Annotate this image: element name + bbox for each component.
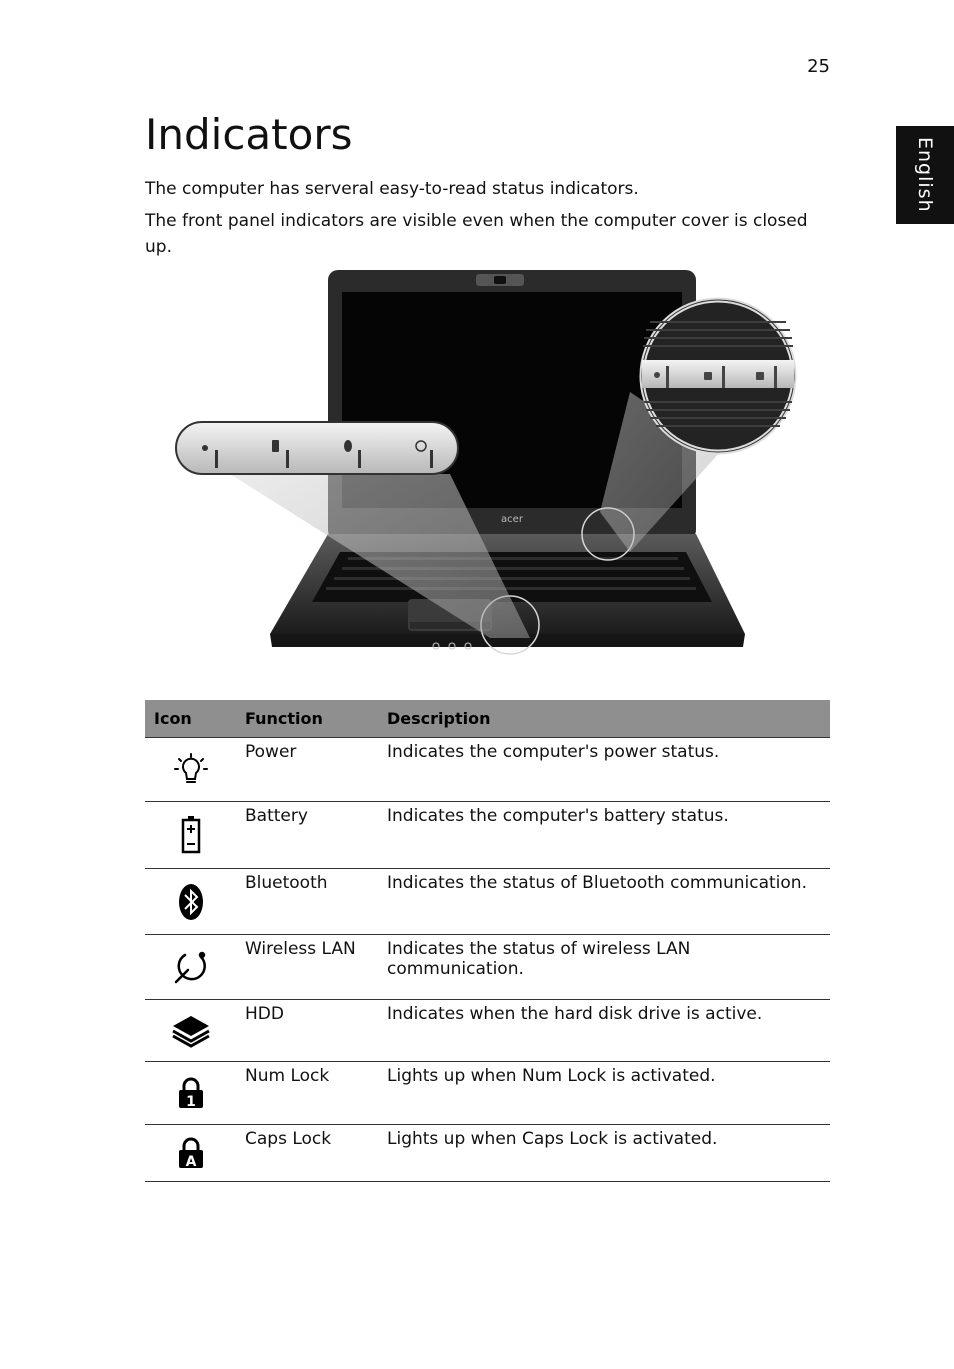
function-cell: Caps Lock [236, 1125, 378, 1182]
num-lock-glyph: 1 [185, 1094, 196, 1109]
language-tab-label: English [914, 137, 936, 213]
description-cell: Lights up when Caps Lock is activated. [378, 1125, 830, 1182]
intro-paragraph: The computer has serveral easy-to-read status indicators. [145, 179, 639, 199]
page-title: Indicators [145, 110, 353, 159]
description-cell: Lights up when Num Lock is activated. [378, 1062, 830, 1125]
num-lock-icon [178, 1077, 204, 1109]
icon-cell [145, 1000, 236, 1062]
header-function: Function [236, 700, 378, 738]
function-cell: Power [236, 738, 378, 802]
function-cell: Wireless LAN [236, 935, 378, 1000]
table-row [145, 1125, 830, 1182]
caps-lock-icon [178, 1137, 204, 1169]
battery-icon [179, 815, 203, 855]
icon-cell [145, 802, 236, 869]
table-header-row [145, 700, 830, 738]
icon-cell [145, 1125, 236, 1182]
table-row [145, 1062, 830, 1125]
caps-lock-glyph: A [185, 1154, 196, 1169]
header-icon: Icon [145, 700, 236, 738]
power-icon [174, 753, 208, 787]
wireless-lan-icon [171, 947, 211, 987]
laptop-figure [160, 262, 820, 674]
description-cell: Indicates the status of Bluetooth communication. [378, 869, 830, 935]
table-row [145, 935, 830, 1000]
function-cell: Bluetooth [236, 869, 378, 935]
language-tab [896, 126, 954, 224]
table-row [145, 869, 830, 935]
function-cell: HDD [236, 1000, 378, 1062]
indicators-table [145, 700, 830, 1182]
front-panel-paragraph: The front panel indicators are visible even when the computer cover is closed up. [145, 211, 808, 257]
description-cell: Indicates the status of wireless LAN communication. [378, 935, 830, 1000]
bluetooth-icon [178, 883, 204, 921]
table-row [145, 1000, 830, 1062]
page-number: 25 [807, 56, 830, 77]
function-cell: Battery [236, 802, 378, 869]
header-description: Description [378, 700, 830, 738]
brand-logo: acer [501, 514, 523, 525]
icon-cell [145, 935, 236, 1000]
function-cell: Num Lock [236, 1062, 378, 1125]
description-cell: Indicates the computer's power status. [378, 738, 830, 802]
hdd-icon [171, 1014, 211, 1048]
laptop-illustration [160, 262, 820, 674]
icon-cell [145, 738, 236, 802]
description-cell: Indicates the computer's battery status. [378, 802, 830, 869]
table-row [145, 738, 830, 802]
icon-cell [145, 1062, 236, 1125]
table-row [145, 802, 830, 869]
icon-cell [145, 869, 236, 935]
description-cell: Indicates when the hard disk drive is active. [378, 1000, 830, 1062]
